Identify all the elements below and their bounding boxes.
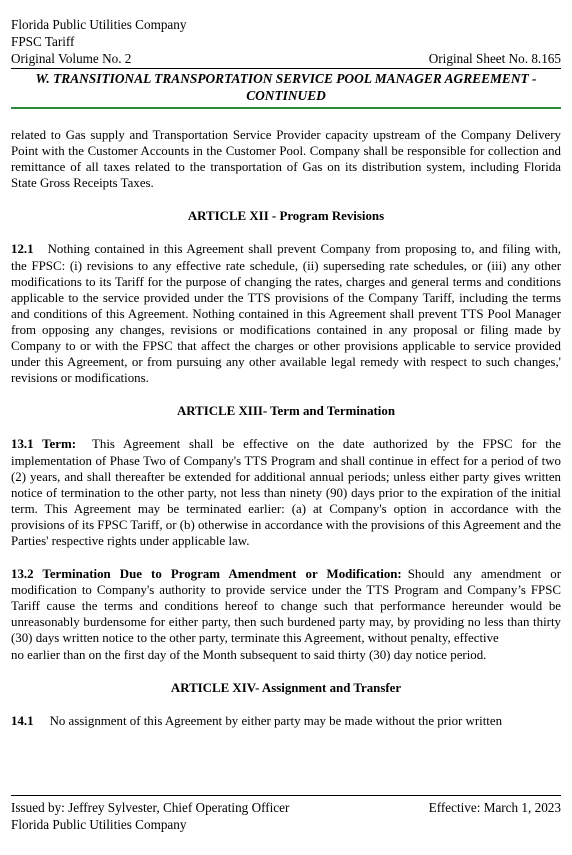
- section-13-2-text: Should any amendment or modification to Company's authority to provide service under the TTS Program and Company’s FPSC Tariff cause the terms and conditions hereof to change such that performance hereunder would be unreasonably burdensome for either party, then such burdened party may, by providing no less than thirty (30) days written notice to the other party, terminate this Agreement, without penalty, effective: [11, 567, 562, 646]
- title-line-1: W. TRANSITIONAL TRANSPORTATION SERVICE POOL MANAGER AGREEMENT -: [35, 71, 537, 86]
- section-14-1-text: No assignment of this Agreement by either party may be made without the prior written: [49, 713, 503, 728]
- section-14-1-number: 14.1: [11, 713, 34, 728]
- article-12-heading: ARTICLE XII - Program Revisions: [187, 209, 385, 224]
- header-sheet-number: Original Sheet No. 8.165: [428, 51, 561, 66]
- footer-issued-by: Issued by: Jeffrey Sylvester, Chief Operating Officer: [11, 800, 290, 815]
- article-14-heading: ARTICLE XIV- Assignment and Transfer: [170, 680, 402, 695]
- footer-effective-date: Effective: March 1, 2023: [428, 800, 561, 815]
- section-13-2-number: 13.2 Termination Due to Program Amendment or Modification:: [11, 567, 402, 582]
- intro-paragraph: related to Gas supply and Transportation Service Provider capacity upstream of the Company Delivery Point with the Customer Accounts in the Customer Pool. Company shall be responsible for collection and remittance of all taxes related to the transportation of Gas on its distribution system, including Florida State Gross Receipts Taxes.: [11, 128, 561, 191]
- page-title: [11, 70, 561, 104]
- section-13-2: [11, 566, 561, 646]
- section-13-2-continuation: no earlier than on the first day of the Month subsequent to said thirty (30) day notice period.: [11, 647, 487, 662]
- title-top-rule: [11, 68, 561, 69]
- header-tariff: FPSC Tariff: [11, 34, 75, 49]
- section-12-1-text: Nothing contained in this Agreement shall prevent Company from proposing to, and filing with, the FPSC: (i) revisions to any effective rate schedule, (ii) superseding rate schedules, or (iii) any other modifications to its Tariff for the purpose of changing the rates, charges and general terms and conditions applicable to the service provided under the TTS provisions of the Company Tariff, including the terms and conditions of this Agreement. Nothing contained in this Agreement shall prevent TTS Pool Manager from opposing any changes, revisions or modifications contained in any proposal or filing made by Company to or with the FPSC that affect the charges or other provisions applicable to service provided under this Agreement, or from pursuing any other available legal remedy with respect to such changes,' revisions or modifications.: [11, 242, 561, 386]
- section-13-1: [11, 436, 561, 549]
- title-bottom-rule: [11, 107, 561, 109]
- header-volume: Original Volume No. 2: [11, 51, 132, 66]
- header-company: Florida Public Utilities Company: [11, 17, 187, 32]
- section-13-1-number: 13.1 Term:: [11, 437, 76, 452]
- section-14-1: [11, 713, 561, 729]
- footer-company: Florida Public Utilities Company: [11, 817, 187, 832]
- section-13-1-text: This Agreement shall be effective on the date authorized by the FPSC for the implementation of Phase Two of Company's TTS Program and shall continue in effect for a period of two (2) years, and shall thereafter be extended for additional annual periods; unless either party gives written notice of termination to the other party, not less than ninety (90) days prior to the expiration of the initial term. This Agreement may be terminated earlier: (a) at Company's option in accordance with the provisions of its FPSC Tariff, or (b) otherwise in accordance with the provisions of this Agreement and the Parties' respective rights under applicable law.: [11, 437, 561, 548]
- article-13-heading: ARTICLE XIII- Term and Termination: [176, 404, 396, 419]
- section-12-1-number: 12.1: [11, 242, 34, 257]
- title-line-2: CONTINUED: [246, 88, 326, 103]
- section-12-1: [11, 241, 561, 386]
- footer-rule: [11, 795, 561, 796]
- document-body: [11, 127, 561, 729]
